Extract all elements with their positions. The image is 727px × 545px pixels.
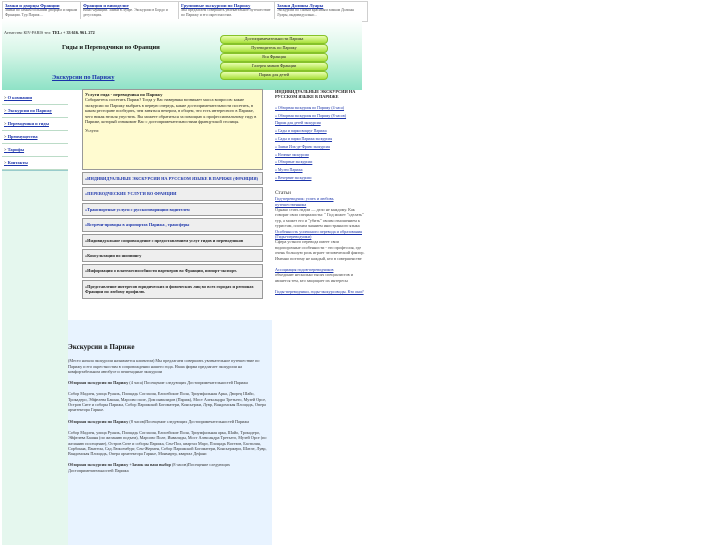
- article-text: Сфера устного перевода имеет свои водопорочные особенности - это профессия, где очень большую роль играет человеческий фактор. Именно поэтому не каждый, кто в совершенстве: [275, 239, 365, 261]
- ad-title-2[interactable]: Франция и виноделие: [83, 3, 129, 8]
- menu-pill-sights[interactable]: Достопримечательности Парижа: [220, 35, 328, 44]
- nav-label: Тарифы: [7, 147, 25, 152]
- agency-line: [4, 30, 95, 35]
- intro-box: [82, 89, 263, 170]
- site-title: Гиды и Переводчики во Франции: [62, 44, 160, 51]
- right-column: [275, 89, 365, 295]
- tour-block: [68, 419, 272, 424]
- tour-block: [68, 462, 272, 473]
- tour-block: [68, 380, 272, 385]
- excursion-link[interactable]: » Вечерние экскурсии: [275, 175, 312, 180]
- service-item[interactable]: »Встречи-проводы в аэропортах Парижа , трансферы: [82, 218, 263, 231]
- tour-title: Обзорная экскурсия по Парижу +Замок на ваш выбор: [68, 462, 171, 468]
- nav-item-about[interactable]: > О компании: [2, 92, 68, 105]
- ad-desc-4: Экскурсии по самым красивым замкам Долины Луары, индивидуально...: [277, 8, 355, 17]
- nav-label: О компании: [7, 95, 33, 100]
- service-item: »Консультации по шоппингу: [82, 249, 263, 262]
- menu-pill-guide[interactable]: Путеводитель по Парижу: [220, 44, 328, 53]
- tour-title: Обзорная экскурсия по Парижу: [68, 380, 129, 386]
- article-block: [275, 196, 365, 228]
- service-item: »Информация о платежеспособности партнеров во Франции, импорт-экспорт.: [82, 264, 263, 277]
- excursion-link[interactable]: » Замки Иль-де-Франс экскурсия: [275, 144, 330, 149]
- excursion-link[interactable]: » Сады и парки Парижа экскурсия: [275, 137, 333, 141]
- service-item[interactable]: »ИНДИВИДУАЛЬНЫЕ ЭКСКУРСИИ НА РУССКОМ ЯЗЫКЕ В ПАРИЖЕ (ФРАНЦИЯ): [82, 172, 263, 185]
- nav-label: Переводчики и гиды: [7, 121, 49, 126]
- phone-number: TEL: + 33 616. 961. 272: [52, 30, 95, 35]
- tour-sights: Собор Мадлен, улица Руаяль, Площадь Согласия, Елисейские Поля, Триумфальная Арка, Дворец Шайо, Трокадеро, Эйфелева Башня, Марсово поле, Дом инвалидов (Париж), Мост Александра Третьего, Музей Орсе, Остров Сите и соборы Парижа, Собор Парижской Богоматери, Консьержи, Лувр, Вандомская Площадь, Опера архитектора Гарнье.: [68, 391, 267, 413]
- agency-label: Агентство КIV-PARIS тел:: [4, 30, 52, 35]
- right-heading: ИНДИВИДУАЛЬНЫЕ ЭКСКУРСИИ НА РУССКОМ ЯЗЫКЕ В ПАРИЖЕ: [275, 89, 356, 100]
- menu-pill-france[interactable]: Вся Франция: [220, 53, 328, 62]
- excursion-link[interactable]: » Обзорная экскурсия по Парижу (8 часов): [275, 113, 347, 118]
- main-heading: Экскурсии в Париже: [68, 343, 135, 351]
- nav-label: Преимущества: [7, 134, 38, 139]
- left-divider: [2, 170, 68, 171]
- articles-heading: Статьи: [275, 189, 291, 196]
- tour-sights: Собор Мадлен, улица Руаяль, Площадь Согласия, Елисейские Поля, Триумфальная арка, Шайо, Трокадеро, Эйфелева Башня (по желанию подъем), Марсово Поле, Инвалиды, Мост Александра Третьего, Музей Орсе (по желанию посещение), Остров Сите и соборы Парижа, Сен-Пол, квартал Марэ, Площадь Вогезов, Бастилия, Сорбонна, Пантеон, Сад Люксембург, Сен-Жермен, Собор Парижской Богоматери, Консьержери, Шатле, Лувр, Вандомская Площадь, Опера архитектора Гарнье, Монмартр, квартал Дефанс: [68, 429, 267, 457]
- nav-item-prices[interactable]: > Тарифы: [2, 144, 68, 157]
- tour-text: (4 часа) Посещение следующих Достопримечательностей Парижа: [129, 380, 248, 386]
- article-link[interactable]: Гид-переводчик: успех и любовь путешественника: [275, 196, 334, 207]
- ad-desc-1: Замки по самым большим дворцам и паркам Франции. Тур Париж ...: [5, 8, 78, 17]
- excursion-link[interactable]: » Обзорные экскурсии: [275, 160, 313, 165]
- nav-label: Контакты: [7, 160, 28, 165]
- excursion-link[interactable]: » Сады и парки вокруг Парижа: [275, 129, 327, 134]
- ad-title-3[interactable]: Групповые экскурсии по Парижу: [181, 3, 251, 8]
- excursion-link[interactable]: » Музеи Парижа: [275, 168, 303, 173]
- tour-title: Обзорная экскурсия по Парижу: [68, 418, 129, 424]
- tour-text: (8 часов)Посещение следующих Достопримечательностей Парижа: [129, 418, 249, 424]
- nav-item-contacts[interactable]: > Контакты: [2, 157, 68, 170]
- ad-title-1[interactable]: Замки и дворцы Франции: [5, 3, 60, 8]
- article-text: объединит несколько тысяч специалистов и является тем, кто защищает их интересы: [275, 272, 353, 283]
- nav-label: Экскурсии по Парижу: [7, 108, 52, 113]
- article-link[interactable]: Ассоциация гидов-переводчиков: [275, 267, 334, 273]
- service-item: »Представление интересов юридических и физических лиц во всех городах и регионах Франции по любому профилю.: [82, 280, 263, 299]
- service-item[interactable]: »ПЕРЕВОДЧЕСКИЕ УСЛУГИ ВО ФРАНЦИИ: [82, 187, 263, 200]
- intro-text: Собираетесь посетить Париж? Тогда у Вас наверняка возникает масса вопросов: какие экскурсии по Парижу выбрать в первую очередь, какие достопримечательности посетить, в каком ресторане пообедать, чем заняться вечером, в общем, что есть интересного в Париже, чего никак нельзя упустить. Вы можете обратиться за помощью к профессиональному гиду в Париже, который ознакомит Вас с достопримечательностями французской столицы.: [85, 97, 257, 125]
- article-link[interactable]: Гиды-переводчики, гиды-экскурсоводы. Кто они?: [275, 289, 364, 295]
- article-block: [275, 289, 365, 294]
- excursion-link[interactable]: » Обзорная экскурсия по Парижу (4 часа): [275, 105, 345, 110]
- ad-desc-3: Мы предлагаем совершить увлекательное путешествие по Парижу и его окрестностям.: [181, 8, 271, 17]
- excursion-link[interactable]: » Ночные экскурсии: [275, 152, 309, 157]
- ad-desc-2: Вино Франции. Замки в Луаре. Экскурсии в Бордо и дегустация.: [83, 8, 168, 17]
- main-content: [68, 345, 272, 479]
- nav-item-advantages[interactable]: > Преимущества: [2, 131, 68, 144]
- main-intro: (Место начала экскурсии назначается клиентом) Мы предлагаем совершить увлекательное путешествие по Парижу и его окрестностям в сопровождении нашего гида. Наша фирма предлагает экскурсии на комфортабельном автобусе и пешеходные экскурсии: [68, 358, 260, 374]
- excursion-link[interactable]: Париж для детей экскурсия: [275, 121, 321, 126]
- left-nav: [2, 92, 68, 170]
- service-item: »Индивидуальное сопровождение с предоставлением услуг гидов и переводчиков: [82, 234, 263, 247]
- site-header: [2, 19, 362, 90]
- article-text: Однако стать гидом — дело не каждому. Как говорят свои специалисты: " Гид может "сделать" тур, а может его и "убить" своим отношением к туристам, плохим знанием иностранного языка: [275, 207, 364, 229]
- article-link[interactable]: Особенность успешного перевода и образования (Гиды-переводчики): [275, 228, 362, 240]
- intro-heading: Услуги гида - переводчика по Парижу: [85, 92, 163, 97]
- service-item[interactable]: »Транспортные услуги с русскоговорящим водителем: [82, 203, 263, 216]
- menu-pill-kids[interactable]: Париж для детей: [220, 71, 328, 80]
- tour-text: (8 часов)Посещение следующих Достопримечательностей Парижа: [68, 462, 230, 473]
- article-block: [275, 229, 365, 261]
- nav-item-translators[interactable]: > Переводчики и гиды: [2, 118, 68, 131]
- services-label: Услуги:: [85, 128, 99, 134]
- excursion-links: [275, 105, 365, 183]
- menu-pill-castles[interactable]: Галерея замков Франции: [220, 62, 328, 71]
- ad-title-4[interactable]: Замки Долины Луары: [277, 3, 324, 8]
- excursions-heading-link[interactable]: Экскурсии по Парижу: [52, 74, 115, 81]
- article-block: [275, 267, 365, 283]
- services-panel: [82, 89, 263, 299]
- nav-item-excursions[interactable]: > Экскурсии по Парижу: [2, 105, 68, 118]
